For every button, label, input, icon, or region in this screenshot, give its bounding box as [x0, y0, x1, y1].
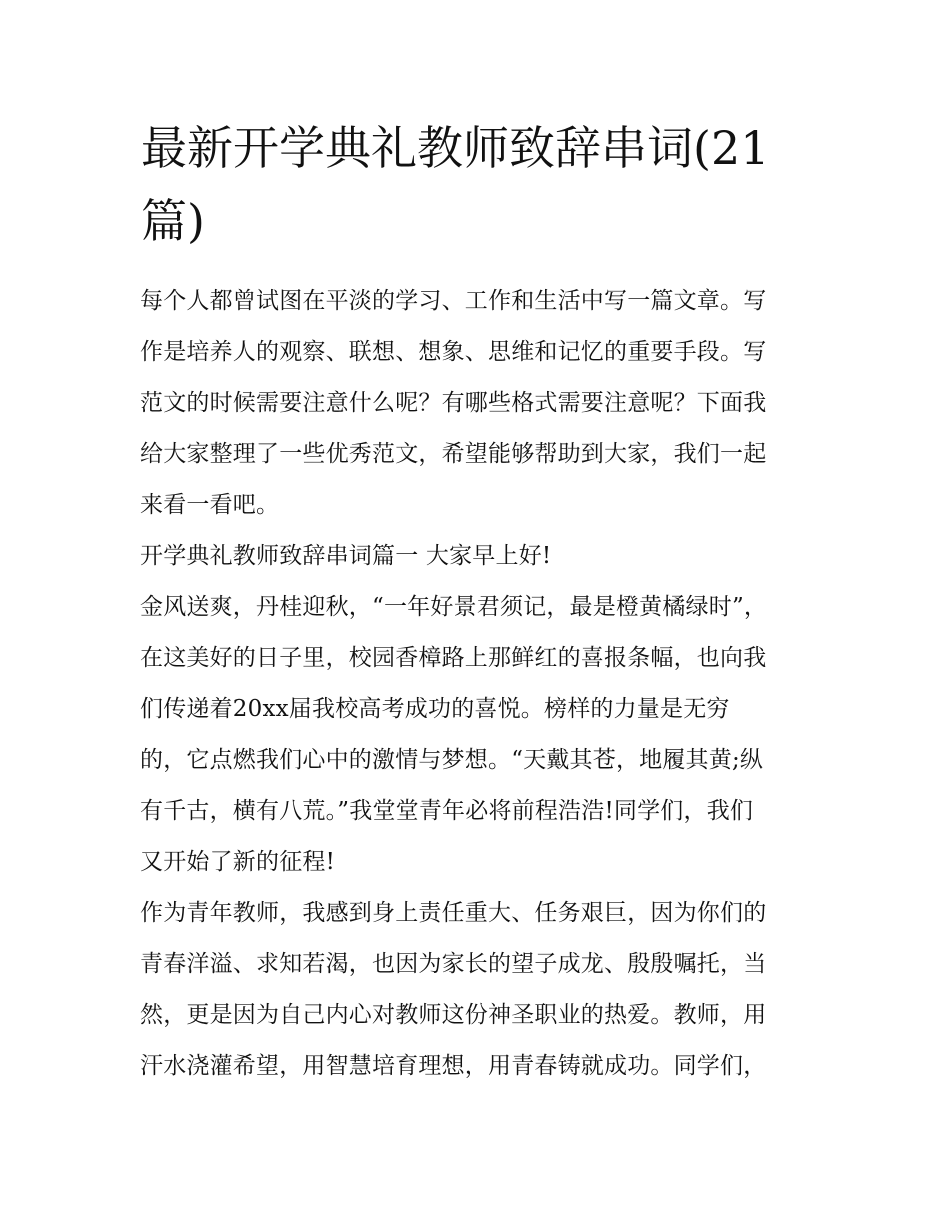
page-title: 最新开学典礼教师致辞串词(21篇) — [141, 121, 770, 248]
text-line: 给大家整理了一些优秀范文，希望能够帮助到大家，我们一起 — [140, 441, 767, 467]
text-line: 然，更是因为自己内心对教师这份神圣职业的热爱。教师，用 — [140, 1002, 767, 1028]
text-line: 来看一看吧。 — [140, 492, 280, 518]
text-line: 作为青年教师，我感到身上责任重大、任务艰巨，因为你们的 — [140, 900, 767, 926]
body-text — [140, 276, 815, 1092]
text-line: 有千古，横有八荒。”我堂堂青年必将前程浩浩!同学们，我们 — [140, 798, 754, 824]
text-line: 青春洋溢、求知若渴，也因为家长的望子成龙、殷殷嘱托，当 — [140, 951, 767, 977]
text-line: 的，它点燃我们心中的激情与梦想。“天戴其苍，地履其黄;纵 — [140, 747, 764, 773]
text-line: 汗水浇灌希望，用智慧培育理想，用青春铸就成功。同学们， — [140, 1053, 767, 1079]
text-line: 又开始了新的征程! — [140, 849, 336, 875]
text-line: 在这美好的日子里，校园香樟路上那鲜红的喜报条幅，也向我 — [140, 645, 767, 671]
text-line: 范文的时候需要注意什么呢？有哪些格式需要注意呢？下面我 — [140, 390, 767, 416]
text-line: 金风送爽，丹桂迎秋，“一年好景君须记，最是橙黄橘绿时”， — [140, 594, 768, 620]
text-line: 们传递着20xx届我校高考成功的喜悦。榜样的力量是无穷 — [140, 696, 730, 722]
text-line: 每个人都曾试图在平淡的学习、工作和生活中写一篇文章。写 — [140, 288, 767, 314]
section-heading-line: 开学典礼教师致辞串词篇一 大家早上好! — [140, 543, 552, 569]
text-line: 作是培养人的观察、联想、想象、思维和记忆的重要手段。写 — [140, 339, 767, 365]
